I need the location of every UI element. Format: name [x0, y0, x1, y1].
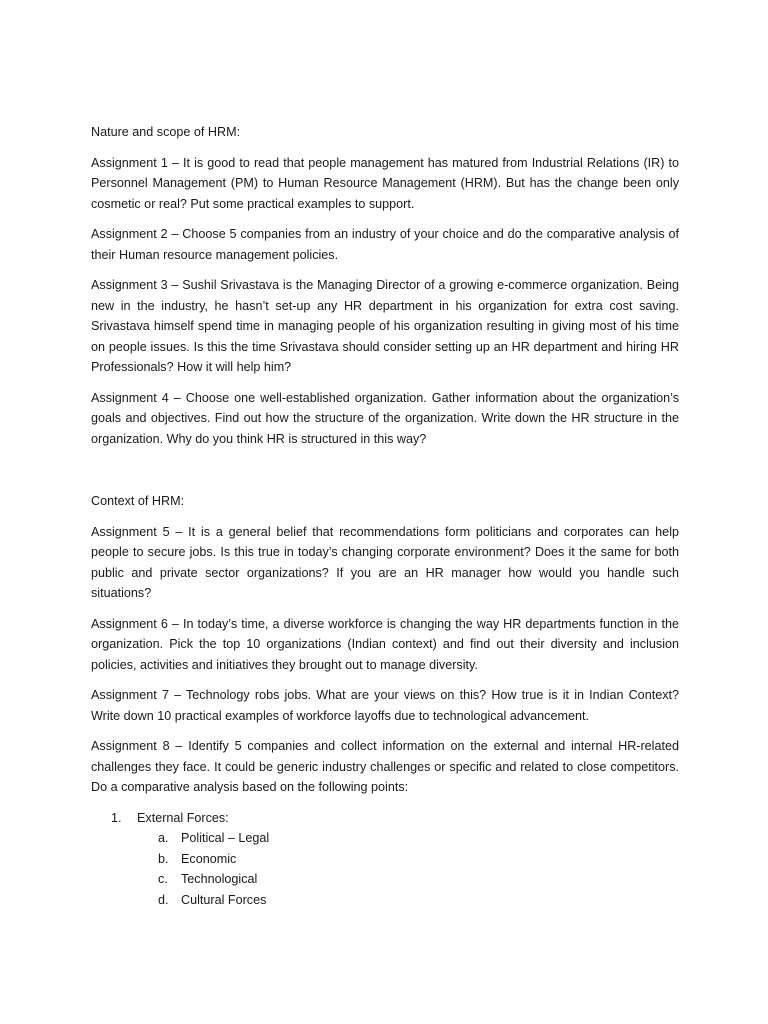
- sub-list-text: Cultural Forces: [181, 892, 267, 907]
- section-heading-nature-scope: Nature and scope of HRM:: [91, 125, 241, 139]
- assignment-3: Assignment 3 – Sushil Srivastava is the Managing Director of a growing e-commerce organization. Being new in the industry, he hasn’t set-up any HR department in his organization for extra cost saving. Srivastava himself spend time in managing people of his organization resulting in giving most of his time on people issues. Is this the time Srivastava should consider setting up an HR department and hiring HR Professionals? How it will help him?: [91, 278, 679, 374]
- sub-list-item: [137, 849, 679, 870]
- list-item-external-forces: [91, 808, 679, 911]
- assignment-2: Assignment 2 – Choose 5 companies from an industry of your choice and do the comparative analysis of their Human resource management policies.: [91, 227, 679, 262]
- list-item-number: 1.: [111, 810, 122, 825]
- sub-list-letter: a.: [158, 831, 169, 845]
- sub-list-letter: d.: [158, 892, 169, 907]
- section-heading-context: Context of HRM:: [91, 494, 185, 508]
- document-body: [91, 122, 679, 910]
- sub-list-item: [137, 828, 679, 849]
- sub-list-item: [137, 869, 679, 890]
- assignment-8: Assignment 8 – Identify 5 companies and collect information on the external and internal HR-related challenges they face. It could be generic industry challenges or specific and related to close competitors. Do a comparative analysis based on the following points:: [91, 739, 679, 794]
- assignment-6: Assignment 6 – In today’s time, a diverse workforce is changing the way HR departments function in the organization. Pick the top 10 organizations (Indian context) and find out their diversity and inclusion policies, activities and initiatives they brought out to manage diversity.: [91, 616, 679, 672]
- sub-list: [137, 828, 679, 910]
- sub-list-letter: b.: [158, 851, 169, 866]
- numbered-list: [91, 808, 679, 911]
- sub-list-text: Technological: [181, 872, 258, 886]
- assignment-4: Assignment 4 – Choose one well-established organization. Gather information about the organization’s goals and objectives. Find out how the structure of the organization. Write down the HR structure in the organization. Why do you think HR is structured in this way?: [91, 390, 679, 446]
- sub-list-text: Economic: [181, 851, 237, 866]
- sub-list-letter: c.: [158, 872, 168, 886]
- assignment-1: Assignment 1 – It is good to read that people management has matured from Industrial Relations (IR) to Personnel Management (PM) to Human Resource Management (HRM). But has the change been only cosmetic or real? Put some practical examples to support.: [91, 155, 679, 211]
- assignment-5: Assignment 5 – It is a general belief that recommendations form politicians and corporates can help people to secure jobs. Is this true in today’s changing corporate environment? Does it the same for both public and private sector organizations? If you are an HR manager how would you handle such situations?: [91, 524, 679, 600]
- sub-list-text: Political – Legal: [181, 831, 270, 845]
- assignment-7: Assignment 7 – Technology robs jobs. What are your views on this? How true is it in Indian Context? Write down 10 practical examples of workforce layoffs due to technological advancement.: [91, 688, 679, 723]
- sub-list-item: [137, 890, 679, 911]
- list-item-label: External Forces:: [137, 810, 229, 825]
